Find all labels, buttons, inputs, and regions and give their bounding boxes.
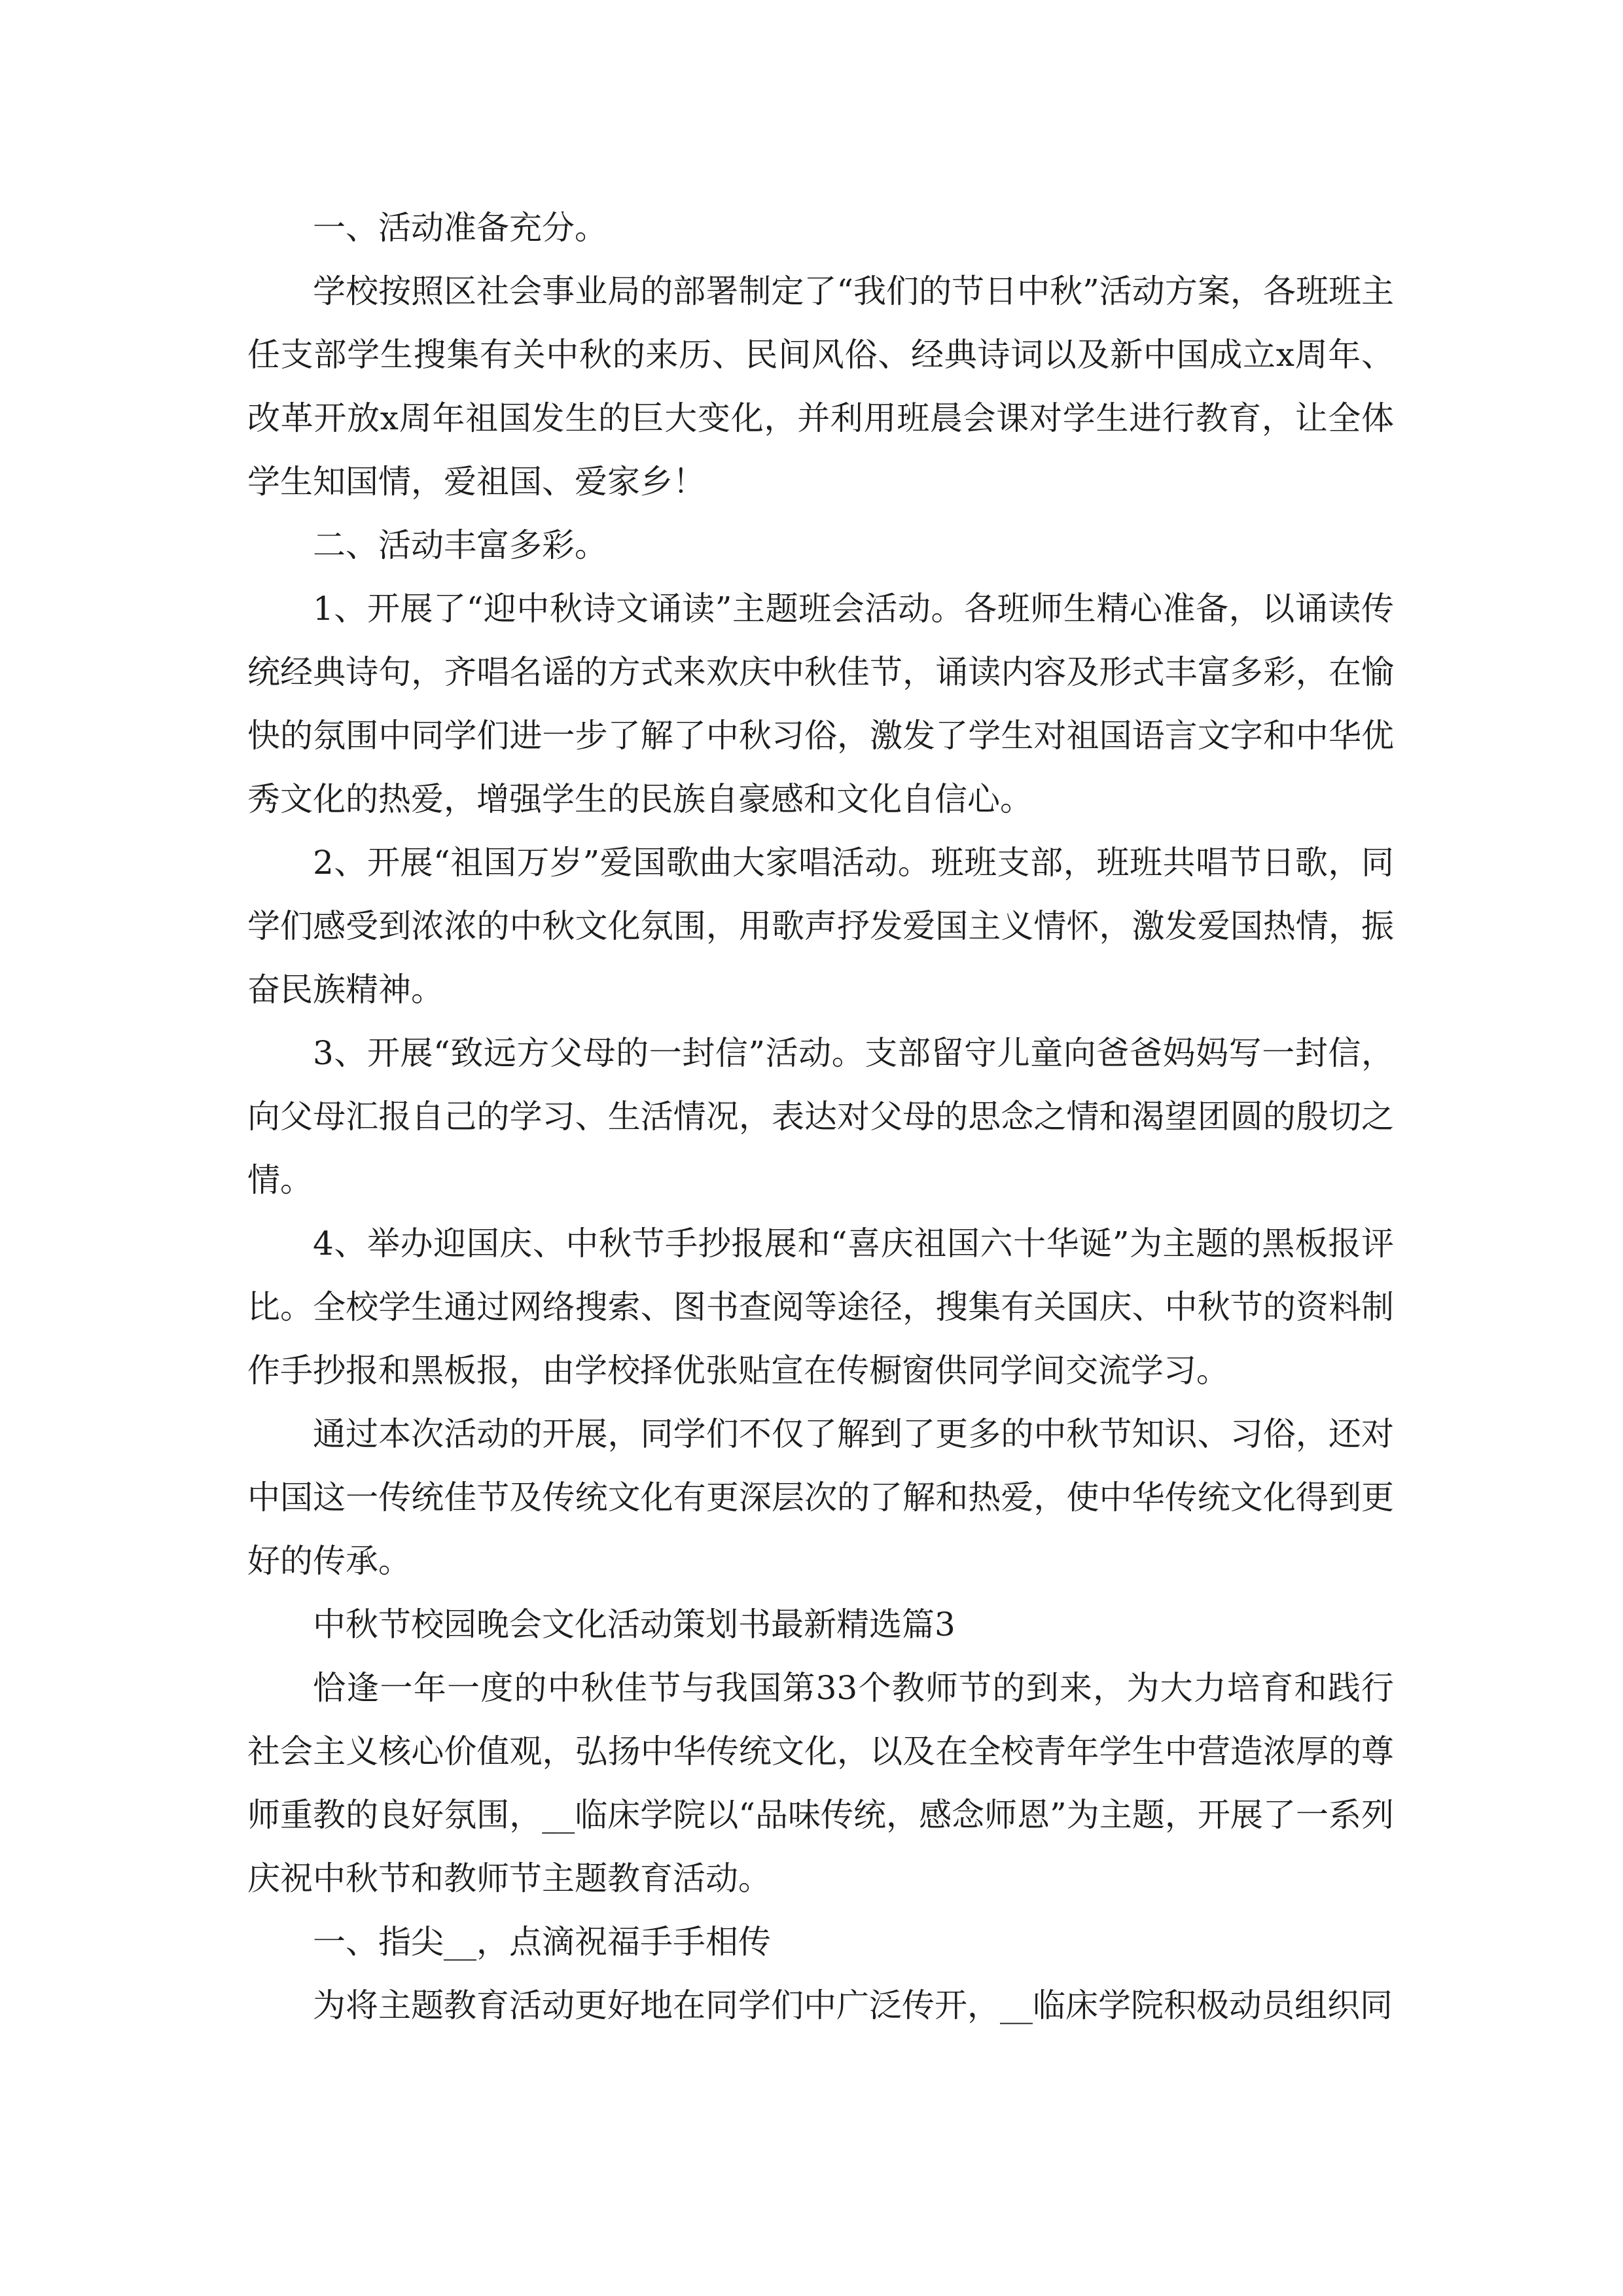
section-title: 中秋节校园晚会文化活动策划书最新精选篇3 (313, 1605, 955, 1643)
paragraph-heading-3: 一、指尖__，点滴祝福手手相传 (313, 1923, 771, 1961)
paragraph-item-4: 4、举办迎国庆、中秋节手抄报展和“喜庆祖国六十华诞”为主题的黑板报评比。全校学生通过网络搜索、图书查阅等途径，搜集有关国庆、中秋节的资料制作手抄报和黑板报，由学校择优张贴宣在传橱窗供同学间交流学习。 (247, 1225, 1394, 1390)
paragraph: 学校按照区社会事业局的部署制定了“我们的节日中秋”活动方案，各班班主任支部学生搜集有关中秋的来历、民间风俗、经典诗词以及新中国成立x周年、改革开放x周年祖国发生的巨大变化，并利用班晨会课对学生进行教育，让全体学生知国情，爱祖国、爱家乡！ (247, 272, 1394, 501)
document-body (247, 196, 1394, 2037)
paragraph: 为将主题教育活动更好地在同学们中广泛传开，__临床学院积极动员组织同 (313, 1986, 1393, 2024)
paragraph-intro: 恰逢一年一度的中秋佳节与我国第33个教师节的到来，为大力培育和践行社会主义核心价值观，弘扬中华传统文化，以及在全校青年学生中营造浓厚的尊师重教的良好氛围，__临床学院以“品味传统，感念师恩”为主题，开展了一系列庆祝中秋节和教师节主题教育活动。 (247, 1669, 1394, 1897)
paragraph-item-2: 2、开展“祖国万岁”爱国歌曲大家唱活动。班班支部，班班共唱节日歌，同学们感受到浓浓的中秋文化氛围，用歌声抒发爱国主义情怀，激发爱国热情，振奋民族精神。 (247, 844, 1394, 1009)
paragraph-summary: 通过本次活动的开展，同学们不仅了解到了更多的中秋节知识、习俗，还对中国这一传统佳节及传统文化有更深层次的了解和热爱，使中华传统文化得到更好的传承。 (247, 1415, 1394, 1580)
paragraph-heading-1: 一、活动准备充分。 (313, 209, 607, 247)
paragraph-heading-2: 二、活动丰富多彩。 (313, 526, 607, 564)
paragraph-item-3: 3、开展“致远方父母的一封信”活动。支部留守儿童向爸爸妈妈写一封信，向父母汇报自己的学习、生活情况，表达对父母的思念之情和渴望团圆的殷切之情。 (247, 1034, 1394, 1199)
paragraph-item-1: 1、开展了“迎中秋诗文诵读”主题班会活动。各班师生精心准备，以诵读传统经典诗句，齐唱名谣的方式来欢庆中秋佳节，诵读内容及形式丰富多彩，在愉快的氛围中同学们进一步了解了中秋习俗，激发了学生对祖国语言文字和中华优秀文化的热爱，增强学生的民族自豪感和文化自信心。 (247, 590, 1394, 818)
